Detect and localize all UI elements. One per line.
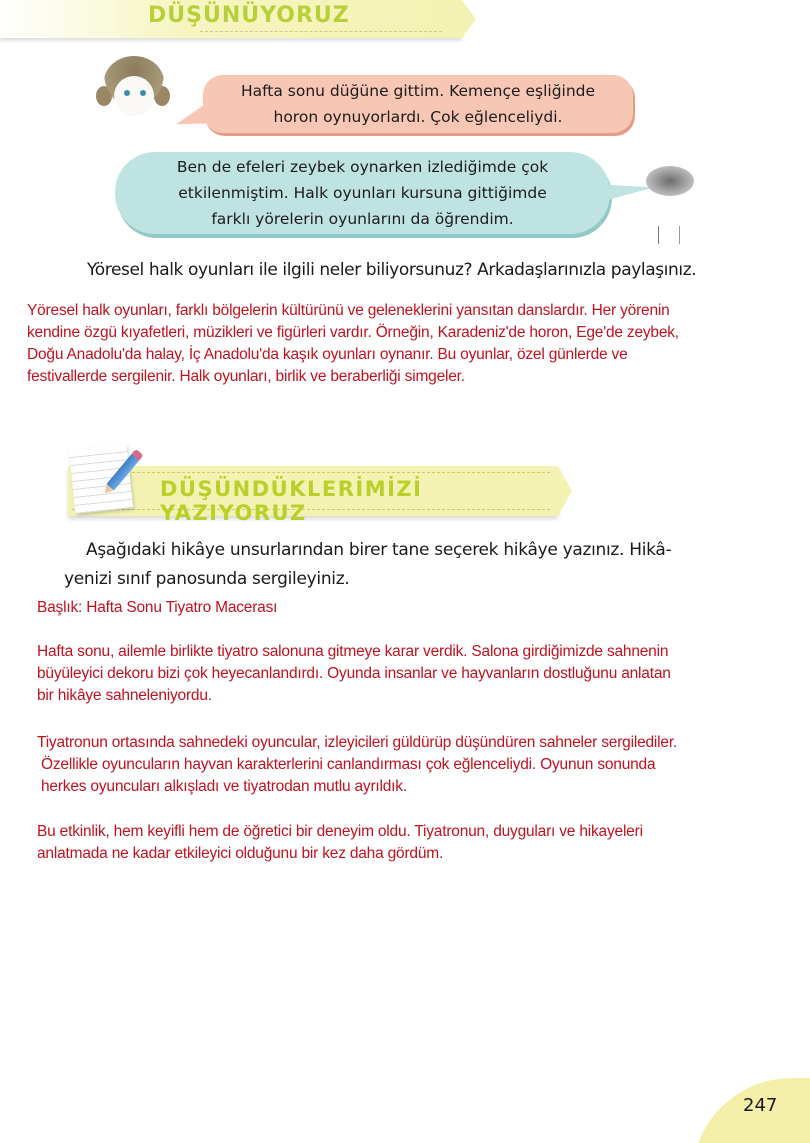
girl-eye-right xyxy=(140,90,146,96)
story-line: Tiyatronun ortasında sahnedeki oyuncular, izleyicileri güldürüp düşündüren sahneler sergilediler. xyxy=(37,734,678,751)
boy-hair xyxy=(646,166,694,196)
story-line: anlatmada ne kadar etkileyici olduğunu bir kez daha gördüm. xyxy=(37,845,444,862)
header-banner xyxy=(0,0,462,38)
story-line: Hafta sonu, ailemle birlikte tiyatro salonuna gitmeye karar verdik. Salona girdiğimizde sahnenin xyxy=(37,643,669,660)
instruction-line-2: yenizi sınıf panosunda sergileyiniz. xyxy=(64,569,350,589)
story-paragraph-1 xyxy=(37,641,807,707)
story-line: bir hikâye sahneleniyordu. xyxy=(37,687,212,704)
bubble-line: Ben de efeleri zeybek oynarken izlediğimde çok xyxy=(176,158,549,176)
bubble-line: etkilenmiştim. Halk oyunları kursuna gittiğimde xyxy=(178,184,547,202)
answer-line: Doğu Anadolu'da halay, İç Anadolu'da kaşık oyunları oynanır. Bu oyunlar, özel günlerde ve xyxy=(27,346,628,363)
section-banner xyxy=(68,466,558,525)
story-title: Başlık: Hafta Sonu Tiyatro Macerası xyxy=(37,599,278,616)
story-line: herkes oyuncuları alkışladı ve tiyatrodan mutlu ayrıldık. xyxy=(41,778,407,795)
section-banner-title: DÜŞÜNDÜKLERİMİZİ YAZIYORUZ xyxy=(160,477,423,525)
banner-notch xyxy=(462,0,476,38)
header-banner-title: DÜŞÜNÜYORUZ xyxy=(148,3,350,28)
speech-bubble-girl xyxy=(203,75,633,133)
story-paragraph-3 xyxy=(37,821,807,865)
answer-paragraph xyxy=(27,300,797,388)
boy-hand xyxy=(658,226,680,244)
banner-notch xyxy=(558,466,572,516)
bubble-line: Hafta sonu düğüne gittim. Kemençe eşliğinde xyxy=(240,82,596,100)
boy-character-illustration xyxy=(640,160,700,250)
page-number: 247 xyxy=(743,1095,778,1116)
story-line: Özellikle oyuncuların hayvan karakterlerini canlandırması çok eğlenceliydi. Oyunun sonunda xyxy=(41,756,656,773)
girl-character-illustration xyxy=(96,52,174,142)
bubble-line: farklı yörelerin oyunlarını da öğrendim. xyxy=(211,210,514,228)
answer-line: festivallerde sergilenir. Halk oyunları, birlik ve beraberliği simgeler. xyxy=(27,368,465,385)
instruction-line-1-text: Aşağıdaki hikâye unsurlarından birer tane seçerek hikâye yazınız. Hikâ- xyxy=(86,540,672,560)
girl-eye-left xyxy=(124,90,130,96)
bubble-line: horon oynuyorlardı. Çok eğlenceliydi. xyxy=(273,108,563,126)
story-line: Bu etkinlik, hem keyifli hem de öğretici bir deneyim oldu. Tiyatronun, duyguları ve hikayeleri xyxy=(37,823,643,840)
story-paragraph-2 xyxy=(37,732,807,798)
answer-line: Yöresel halk oyunları, farklı bölgelerin kültürünü ve geleneklerini yansıtan danslardır. Her yörenin xyxy=(27,302,670,319)
question-text: Yöresel halk oyunları ile ilgili neler biliyorsunuz? Arkadaşlarınızla paylaşınız. xyxy=(87,260,697,280)
speech-bubble-boy xyxy=(115,152,610,234)
story-line: büyüleyici dekoru bizi çok heyecanlandırdı. Oyunda insanlar ve hayvanların dostluğunu anlatan xyxy=(37,665,671,682)
instruction-text xyxy=(64,536,764,594)
answer-line: kendine özgü kıyafetleri, müzikleri ve figürleri vardır. Örneğin, Karadeniz'de horon, Ege'de zeybek, xyxy=(27,324,679,341)
instruction-line-1 xyxy=(64,536,764,565)
girl-face xyxy=(114,76,154,116)
